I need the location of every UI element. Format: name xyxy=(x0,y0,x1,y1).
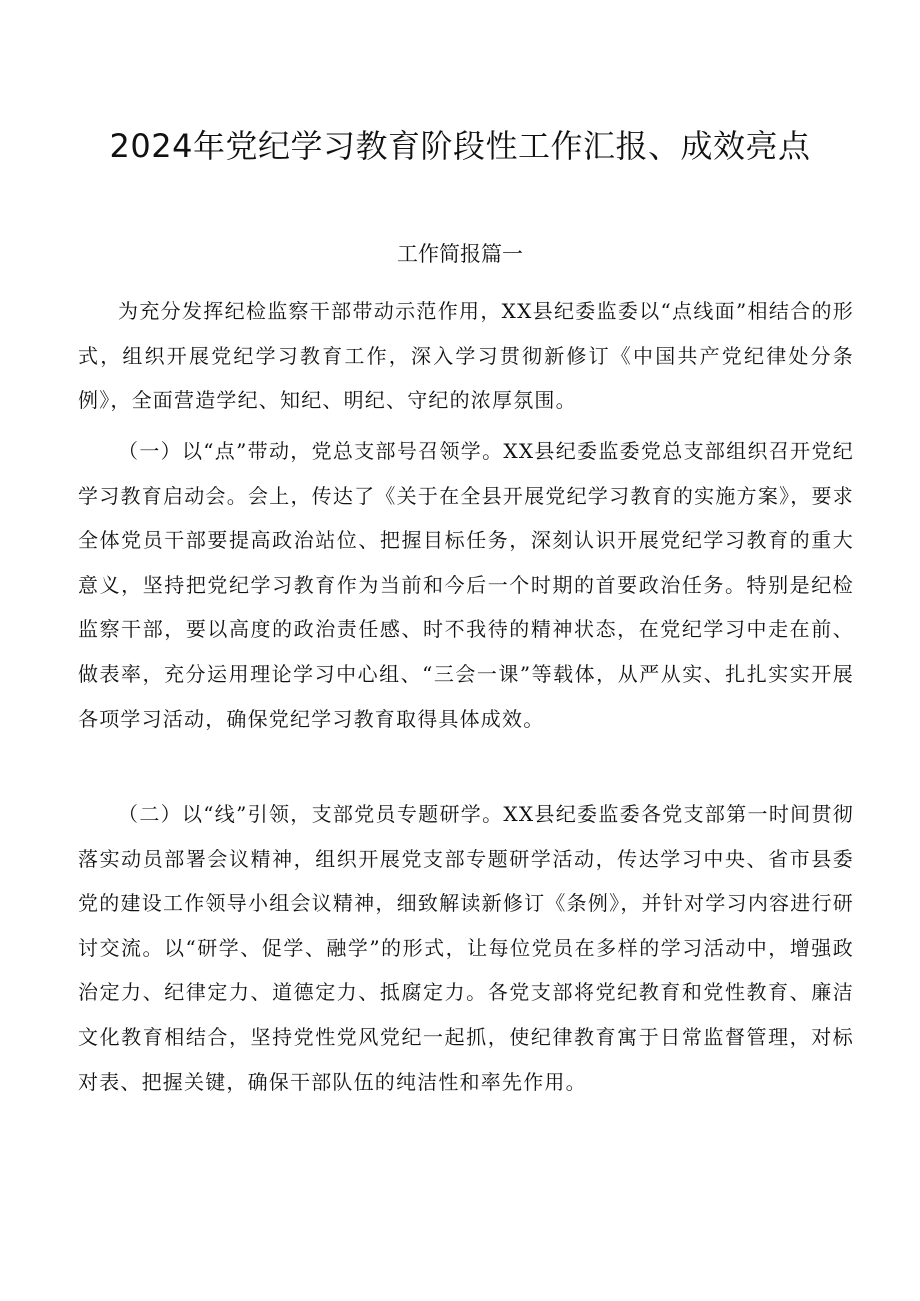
section-title: 工作简报篇一 xyxy=(397,242,523,266)
intro-paragraph: 为充分发挥纪检监察干部带动示范作用，XX县纪委监委以“点线面”相结合的形式，组织开展党纪学习教育工作，深入学习贯彻新修订《中国共产党纪律处分条例》，全面营造学纪、知纪、明纪、守纪的浓厚氛围。 xyxy=(78,299,854,413)
document-title: 2024年党纪学习教育阶段性工作汇报、成效亮点 xyxy=(109,127,811,165)
paragraph-line-leading: （二）以“线”引领，支部党员专题研学。XX县纪委监委各党支部第一时间贯彻落实动员部署会议精神，组织开展党支部专题研学活动，传达学习中央、省市县委党的建设工作领导小组会议精神，细致解读新修订《条例》，并针对学习内容进行研讨交流。以“研学、促学、融学”的形式，让每位党员在多样的学习活动中，增强政治定力、纪律定力、道德定力、抵腐定力。各党支部将党纪教育和党性教育、廉洁文化教育相结合，坚持党性党风党纪一起抓，使纪律教育寓于日常监督管理，对标对表、把握关键，确保干部队伍的纯洁性和率先作用。 xyxy=(78,802,854,1094)
paragraph-point-leading: （一）以“点”带动，党总支部号召领学。XX县纪委监委党总支部组织召开党纪学习教育启动会。会上，传达了《关于在全县开展党纪学习教育的实施方案》，要求全体党员干部要提高政治站位、把握目标任务，深刻认识开展党纪学习教育的重大意义，坚持把党纪学习教育作为当前和今后一个时期的首要政治任务。特别是纪检监察干部，要以高度的政治责任感、时不我待的精神状态，在党纪学习中走在前、做表率，充分运用理论学习中心组、“三会一课”等载体，从严从实、扎扎实实开展各项学习活动，确保党纪学习教育取得具体成效。 xyxy=(78,439,854,731)
